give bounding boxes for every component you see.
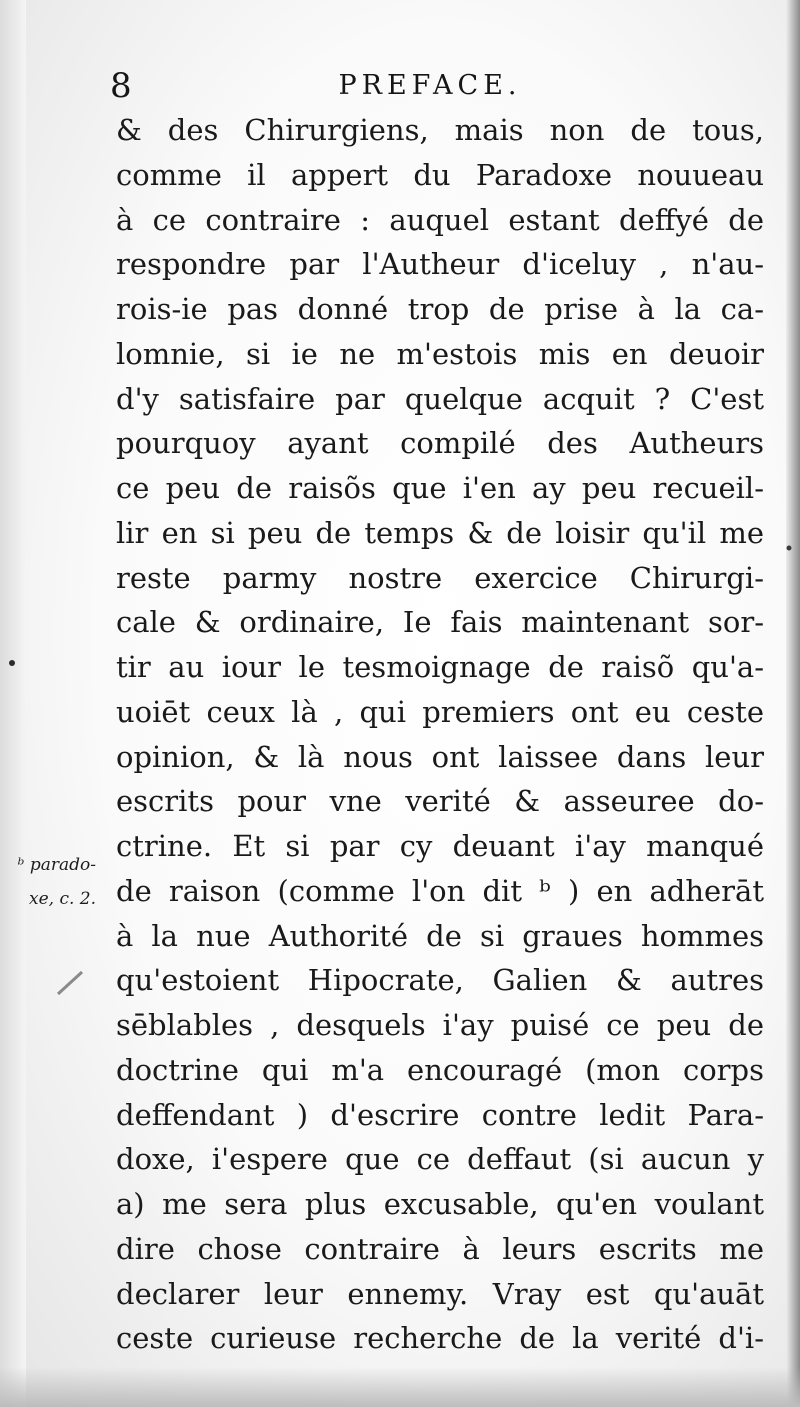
text-line: & des Chirurgiens, mais non de tous,	[116, 113, 764, 147]
text-line: à ce contraire : auquel estant deffyé de	[116, 202, 764, 237]
running-head: PREFACE.	[338, 70, 522, 101]
text-line: ceste curieuse recherche de la verité d'i-	[116, 1321, 764, 1356]
text-line: pourquoy ayant compilé des Autheurs	[116, 426, 764, 461]
text-line: sēblables , desquels i'ay puisé ce peu de	[116, 1008, 764, 1042]
text-line: a) me sera plus excusable, qu'en voulant	[116, 1187, 764, 1221]
text-line: tir au iour le tesmoignage de raisõ qu'a-	[116, 650, 764, 684]
text-line: uoiēt ceux là , qui premiers ont eu ceste	[116, 694, 764, 729]
text-line: opinion, & là nous ont laissee dans leur	[116, 739, 764, 774]
text-line: cale & ordinaire, Ie fais maintenant sor-	[116, 605, 764, 640]
body-text	[116, 108, 764, 1361]
text-line: lomnie, si ie ne m'estois mis en deuoir	[116, 336, 764, 371]
text-line: qu'estoient Hipocrate, Galien & autres	[116, 963, 764, 998]
text-line: escrits pour vne verité & asseuree do-	[116, 784, 764, 819]
text-line: d'y satisfaire par quelque acquit ? C'est	[116, 381, 764, 416]
margin-note	[0, 848, 96, 916]
text-line: deffendant ) d'escrire contre ledit Para-	[116, 1097, 764, 1132]
text-line: à la nue Authorité de si graues hommes	[116, 918, 764, 953]
page-number: 8	[110, 66, 132, 106]
margin-note-line: xe, c. 2.	[28, 889, 96, 909]
page-header	[110, 66, 770, 106]
text-line: comme il appert du Paradoxe nouueau	[116, 157, 764, 192]
text-line: respondre par l'Autheur d'iceluy , n'au-	[116, 247, 764, 282]
text-line: rois-ie pas donné trop de prise à la ca-	[116, 292, 764, 326]
margin-note-line: ᵇ parado-	[17, 855, 96, 875]
text-line: doxe, i'espere que ce deffaut (si aucun y	[116, 1142, 764, 1177]
text-line: ce peu de raisõs que i'en ay peu recueil-	[116, 471, 764, 505]
text-line: de raison (comme l'on dit ᵇ ) en adherāt	[116, 873, 764, 908]
text-line: declarer leur ennemy. Vray est qu'auāt	[116, 1276, 764, 1311]
text-line: lir en si peu de temps & de loisir qu'il me	[116, 515, 764, 550]
text-line: dire chose contraire à leurs escrits me	[116, 1231, 764, 1266]
text-line: doctrine qui m'a encouragé (mon corps	[116, 1052, 764, 1087]
text-line: reste parmy nostre exercice Chirurgi-	[116, 560, 764, 595]
text-line: ctrine. Et si par cy deuant i'ay manqué	[116, 829, 764, 863]
